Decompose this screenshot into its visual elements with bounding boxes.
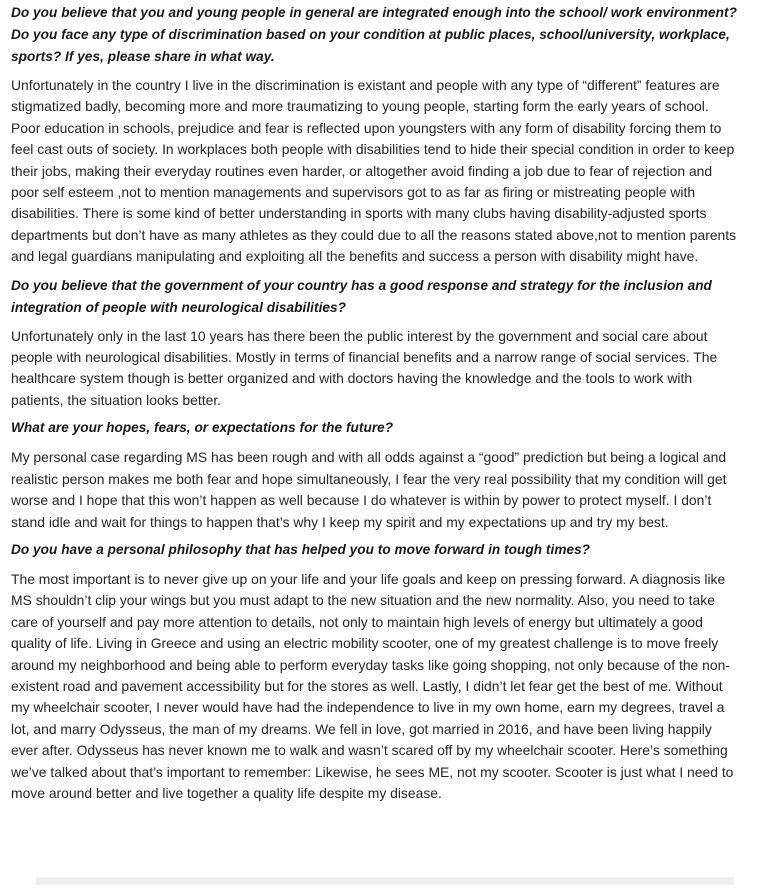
- answer-paragraph: My personal case regarding MS has been rough and with all odds against a “good” prediction but being a logical and realistic person makes me both fear and hope simultaneously, I fear the very real possibility that my condition will get worse and I hope that this won’t happen as well because I do whatever is within by power to protect myself. I don’t stand idle and wait for things to happen that’s why I keep my spirit and my expectations up and try my best.: [11, 449, 727, 530]
- question-heading: Do you believe that the government of your country has a good response and strategy for the inclusion and integration of people with neurological disabilities?: [11, 277, 712, 315]
- answer-paragraph: Unfortunately only in the last 10 years has there been the public interest by the government and social care about people with neurological disabilities. Mostly in terms of financial benefits and a narrow range of social services. The healthcare system though is better organized and with doctors having the knowledge and the tools to work with patients, the situation looks better.: [11, 327, 718, 408]
- article-body: [11, 0, 741, 804]
- question-heading: What are your hopes, fears, or expectations for the future?: [11, 420, 394, 436]
- answer-paragraph: The most important is to never give up on your life and your life goals and keep on pressing forward. A diagnosis like MS shouldn’t clip your wings but you must adapt to the new situation and the new normality. Also, you need to take care of yourself and pay more attention to details, not only to maintain high levels of energy but ultimately a good quality of life. Living in Greece and using an electric mobility scooter, one of my greatest challenge is to move freely around my neighborhood and being able to perform everyday tasks like going shopping, not only because of the non-existent road and pavement accessibility but for the stores as well. Lastly, I didn’t let fear get the best of me. Without my wheelchair scooter, I never would have had the independence to live in my own home, earn my degrees, travel a lot, and marry Odysseus, the man of my dreams. We fell in love, got married in 2016, and have been living happily ever after. Odysseus has never known me to walk and wasn’t scared off by my wheelchair scooter. Here’s something we’ve talked about that’s important to remember: Likewise, he sees ME, not my scooter. Scooter is just what I need to move around better and live together a quality life despite my disease.: [11, 570, 734, 801]
- answer-paragraph: Unfortunately in the country I live in the discrimination is existant and people with any type of “different” features are stigmatized badly, becoming more and more traumatizing to young people, starting form the early years of school. Poor education in schools, prejudice and fear is reflected upon youngsters with any form of disability forcing them to feel cast outs of society. In workplaces both people with disabilities tend to hide their special condition in order to keep their jobs, making their everyday routines even harder, or altogether avoid finding a job due to fear of rejection and poor self esteem ,not to mention managements and supervisors got to as far as firing or mistreating people with disabilities. There is some kind of better understanding in sports with many clubs having disability-adjusted sports departments but don’t have as many athletes as they could due to all the reasons stated above,not to mention parents and legal guardians manipulating and exploiting all the benefits and success a person with disability might have.: [11, 77, 737, 265]
- bottom-divider-bar: [36, 877, 734, 885]
- question-heading: Do you have a personal philosophy that has helped you to move forward in tough times?: [11, 541, 591, 557]
- question-heading: Do you believe that you and young people in general are integrated enough into the school/ work environment? Do you face any type of discrimination based on your condition at public places, school/university, workplace, sports? If yes, please share in what way.: [11, 5, 737, 64]
